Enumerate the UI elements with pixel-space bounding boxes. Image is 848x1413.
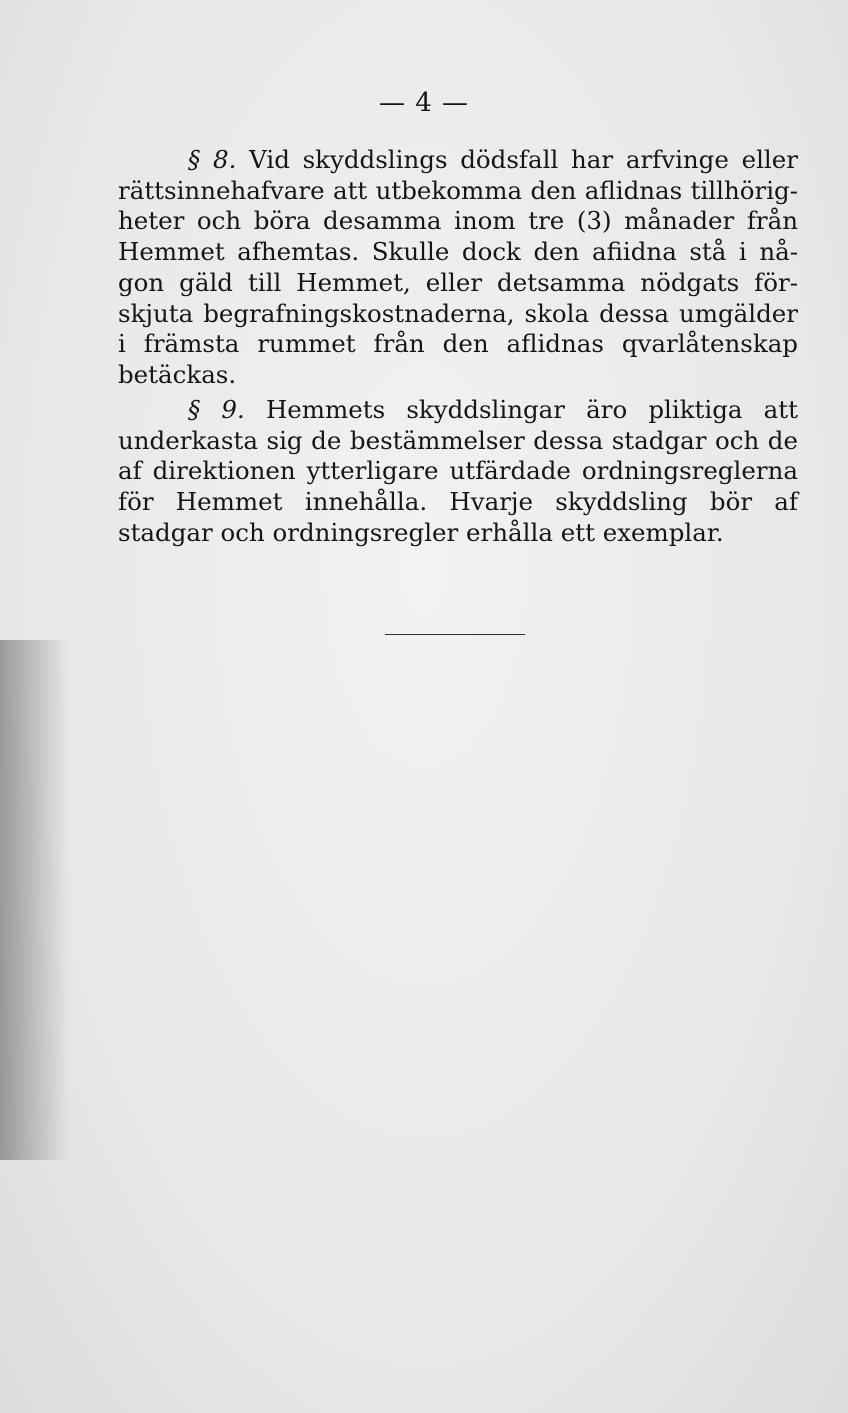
end-rule [385, 634, 525, 635]
section-8-line-4: Hemmet afhemtas. Skulle dock den afiidna stå i nå- [118, 237, 798, 267]
section-8-line-6: skjuta begrafningskostnaderna, skola dessa umgälder [118, 298, 798, 328]
section-9-line-1: § 9. Hemmets skyddslingar äro pliktiga att [188, 395, 798, 424]
section-8-line-7: i främsta rummet från den aflidnas qvarlåtenskap [118, 329, 798, 359]
section-8-line-2: rättsinnehafvare att utbekomma den aflidnas tillhörig- [118, 175, 798, 205]
section-8-line-1: § 8. Vid skyddslings dödsfall har arfvinge eller [188, 145, 798, 174]
section-8-line-5: gon gäld till Hemmet, eller detsamma nödgats för- [118, 267, 798, 297]
section-8-mark: § 8. [188, 145, 237, 174]
page-number: — 4 — [378, 88, 470, 118]
section-9-paragraph [118, 395, 798, 549]
page-shadow [0, 640, 70, 1160]
section-9-mark: § 9. [188, 395, 245, 424]
section-9-line-5: stadgar och ordningsregler erhålla ett exemplar. [118, 517, 724, 547]
section-9-line-2: underkasta sig de bestämmelser dessa stadgar och de [118, 425, 798, 455]
section-8-line-8: betäckas. [118, 359, 237, 389]
section-8-line-3: heter och böra desamma inom tre (3) månader från [118, 206, 798, 236]
bleed-through-text [118, 660, 808, 693]
section-9-line-4: för Hemmet innehålla. Hvarje skyddsling bör af [118, 487, 798, 517]
section-9-line-3: af direktionen ytterligare utfärdade ordningsreglerna [118, 456, 798, 486]
section-8-paragraph [118, 145, 798, 391]
